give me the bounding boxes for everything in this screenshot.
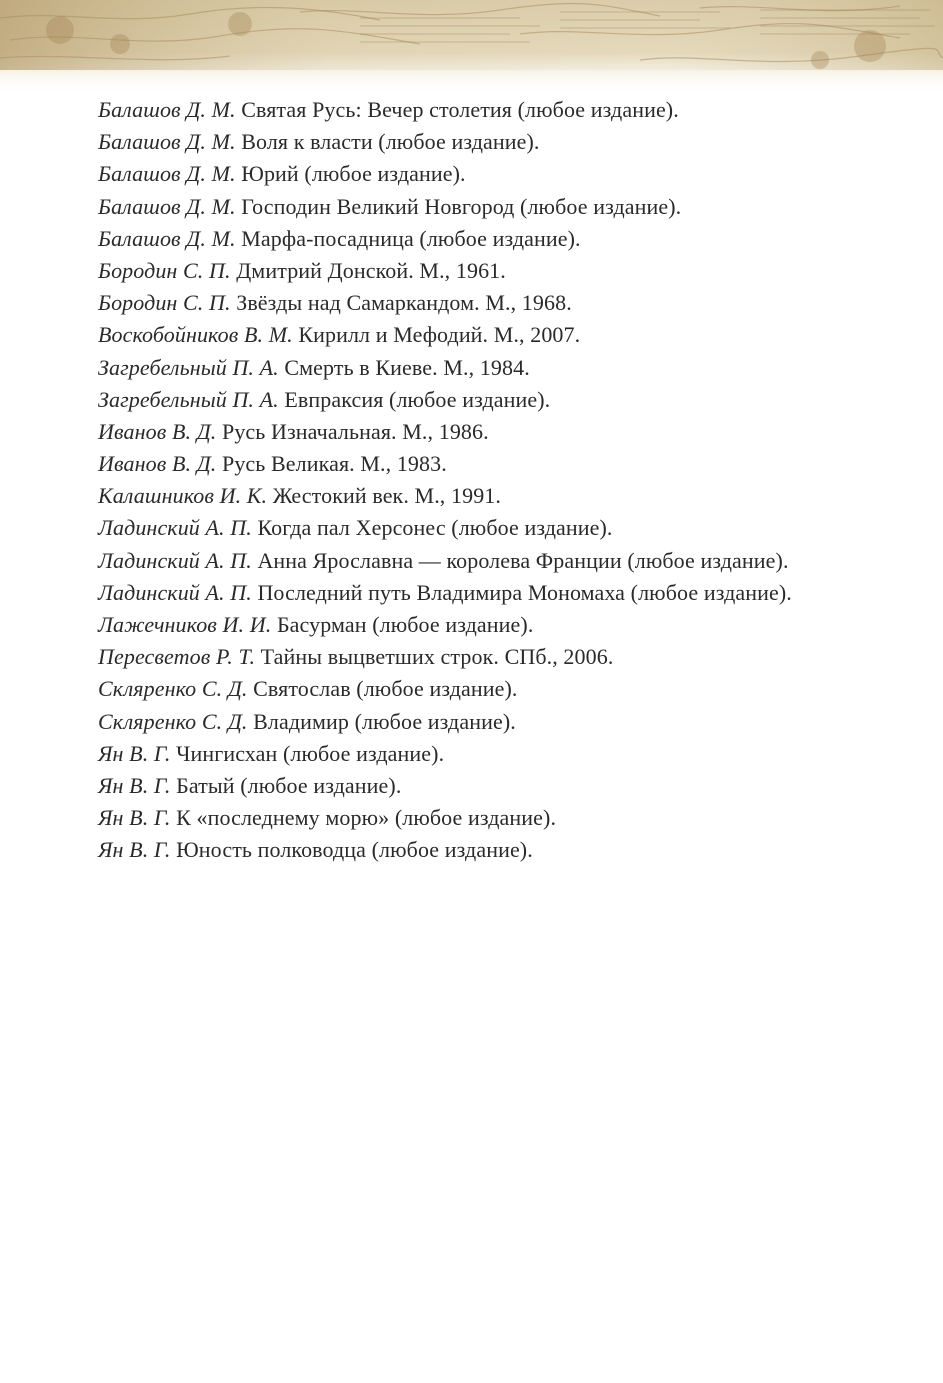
entry-title: Воля к власти (любое издание). (241, 129, 540, 155)
entry-author: Ян В. Г. (98, 772, 171, 798)
entry-title: Жестокий век. М., 1991. (272, 483, 502, 509)
entry-author: Ян В. Г. (98, 837, 171, 863)
entry-title: Юрий (любое издание). (241, 161, 466, 187)
entry-author: Ян В. Г. (98, 805, 171, 831)
bibliography-entry (56, 256, 831, 285)
entry-author: Калашников И. К. (98, 483, 268, 509)
bibliography-entry (56, 513, 831, 542)
bibliography-entry (56, 739, 831, 768)
bibliography-entry (56, 642, 831, 671)
decorative-header-band (0, 0, 943, 96)
bibliography-entry (56, 546, 831, 575)
entry-title: Дмитрий Донской. М., 1961. (236, 257, 506, 283)
entry-title: Кирилл и Мефодий. М., 2007. (298, 322, 581, 348)
entry-author: Балашов Д. М. (98, 193, 236, 219)
entry-author: Ян В. Г. (98, 740, 171, 766)
entry-author: Ладинский А. П. (98, 579, 252, 605)
bibliography-entry (56, 127, 831, 156)
entry-author: Загребельный П. А. (98, 386, 279, 412)
entry-author: Иванов В. Д. (98, 451, 217, 477)
bibliography-entry (56, 449, 831, 478)
entry-title: Марфа-посадница (любое издание). (241, 225, 581, 251)
entry-author: Загребельный П. А. (98, 354, 279, 380)
entry-author: Иванов В. Д. (98, 418, 217, 444)
bibliography-entry (56, 385, 831, 414)
entry-title: Владимир (любое издание). (253, 708, 516, 734)
bibliography-list (56, 95, 831, 868)
entry-title: К «последнему морю» (любое издание). (176, 805, 557, 831)
entry-title: Батый (любое издание). (176, 772, 402, 798)
bibliography-entry (56, 353, 831, 382)
entry-title: Евпраксия (любое издание). (284, 386, 551, 412)
entry-author: Воскобойников В. М. (98, 322, 293, 348)
entry-title: Русь Изначальная. М., 1986. (222, 418, 489, 444)
bibliography-entry (56, 835, 831, 864)
entry-title: Басурман (любое издание). (276, 612, 534, 637)
bibliography-entry (56, 771, 831, 800)
entry-title: Святослав (любое издание). (253, 676, 518, 702)
entry-author: Скляренко С. Д. (98, 708, 248, 734)
entry-title: Тайны выцветших строк. СПб., 2006. (260, 644, 614, 670)
bibliography-entry (56, 224, 831, 253)
entry-title: Русь Великая. М., 1983. (222, 451, 447, 477)
bibliography-entry (56, 320, 831, 349)
entry-title: Господин Великий Новгород (любое издание). (241, 193, 682, 219)
bibliography-entry (56, 610, 831, 639)
old-manuscript-banner-image (0, 0, 943, 96)
bibliography-entry (56, 674, 831, 703)
entry-title: Последний путь Владимира Мономаха (любое издание). (257, 579, 792, 605)
entry-title: Святая Русь: Вечер столетия (любое издание). (241, 97, 679, 122)
entry-author: Бородин С. П. (98, 257, 231, 283)
bibliography-entry (56, 95, 831, 124)
entry-author: Скляренко С. Д. (98, 676, 248, 702)
bibliography-entry (56, 159, 831, 188)
bibliography-entry (56, 192, 831, 221)
entry-title: Анна Ярославна — королева Франции (любое издание). (257, 547, 789, 573)
entry-title: Звёзды над Самаркандом. М., 1968. (236, 290, 572, 316)
bibliography-entry (56, 803, 831, 832)
entry-author: Балашов Д. М. (98, 129, 236, 155)
entry-title: Чингисхан (любое издание). (176, 740, 445, 766)
entry-author: Ладинский А. П. (98, 515, 252, 541)
entry-author: Бородин С. П. (98, 290, 231, 316)
bibliography-entry (56, 578, 831, 607)
entry-author: Пересветов Р. Т. (98, 644, 256, 670)
bibliography-entry (56, 288, 831, 317)
entry-author: Ладинский А. П. (98, 547, 252, 573)
bibliography-entry (56, 481, 831, 510)
entry-author: Лажечников И. И. (98, 612, 272, 637)
entry-author: Балашов Д. М. (98, 97, 236, 122)
entry-title: Юность полководца (любое издание). (176, 837, 533, 863)
bibliography-entry (56, 707, 831, 736)
entry-author: Балашов Д. М. (98, 161, 236, 187)
entry-title: Смерть в Киеве. М., 1984. (284, 354, 530, 380)
bibliography-entry (56, 417, 831, 446)
entry-author: Балашов Д. М. (98, 225, 236, 251)
entry-title: Когда пал Херсонес (любое издание). (257, 515, 613, 541)
